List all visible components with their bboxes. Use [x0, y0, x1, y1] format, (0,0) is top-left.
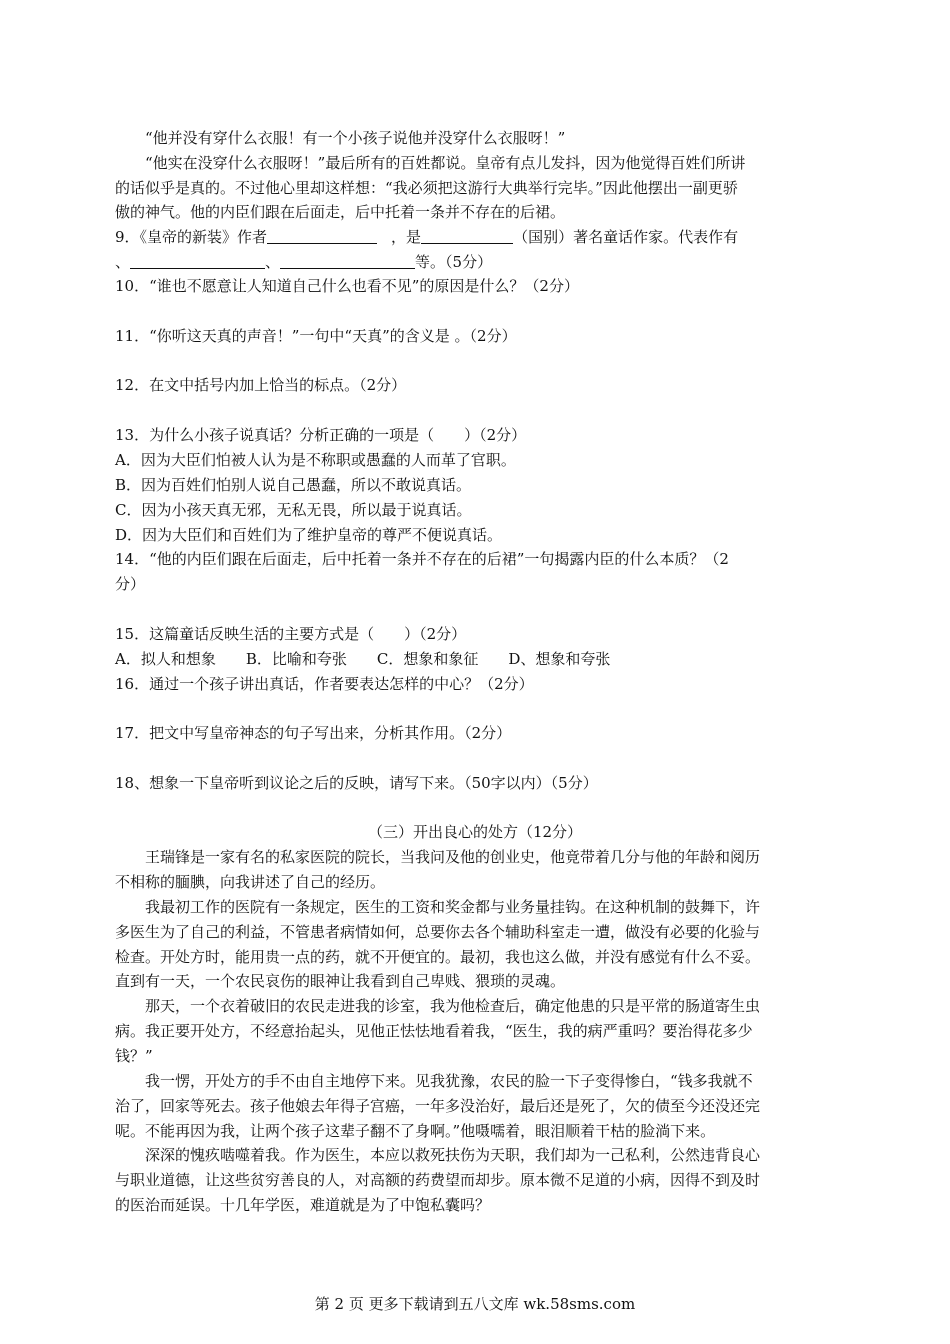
option-d: D．因为大臣们和百姓们为了维护皇帝的尊严不便说真话。 [115, 526, 503, 544]
passage-line: 傲的神气。他的内臣们跟在后面走，后中托着一条并不存在的后裙。 [115, 203, 566, 221]
option-b: B．因为百姓们怕别人说自己愚蠢，所以不敢说真话。 [115, 476, 472, 494]
passage-line: 不相称的腼腆，向我讲述了自己的经历。 [115, 873, 386, 891]
passage-line: 病。我正要开处方，不经意抬起头，见他正怯怯地看着我，“医生，我的病严重吗？要治得花多少 [115, 1022, 753, 1040]
passage-line: “他实在没穿什么衣服呀！”最后所有的百姓都说。皇帝有点儿发抖，因为他觉得百姓们所讲 [145, 154, 746, 172]
question-12: 12．在文中括号内加上恰当的标点。（2分） [115, 376, 407, 394]
question-11: 11．“你听这天真的声音！”一句中“天真”的含义是 。（2分） [115, 327, 517, 345]
passage-line: 钱？” [115, 1047, 153, 1065]
passage-line: 与职业道德，让这些贫穷善良的人，对高额的药费望而却步。原本微不足道的小病，因得不到及时 [115, 1171, 761, 1189]
option-c: C．因为小孩天真无邪，无私无畏，所以最于说真话。 [115, 501, 472, 519]
passage-line: 我一愣，开处方的手不由自主地停下来。见我犹豫，农民的脸一下子变得惨白，“钱多我就不 [145, 1072, 753, 1090]
passage-line: 我最初工作的医院有一条规定，医生的工资和奖金都与业务量挂钩。在这种机制的鼓舞下，许 [145, 898, 761, 916]
passage-line: 检查。开处方时，能用贵一点的药，就不开便宜的。最初，我也这么做，并没有感觉有什么不妥。 [115, 948, 761, 966]
passage-line: 直到有一天，一个农民哀伤的眼神让我看到自己卑贱、猥琐的灵魂。 [115, 972, 566, 990]
question-15: 15．这篇童话反映生活的主要方式是（ ）（2分） [115, 625, 467, 643]
passage-line: 多医生为了自己的利益，不管患者病情如何，总要你去各个辅助科室走一遭，做没有必要的化验与 [115, 923, 761, 941]
passage-line: “他并没有穿什么衣服！有一个小孩子说他并没穿什么衣服呀！” [145, 129, 566, 147]
question-17: 17．把文中写皇帝神态的句子写出来，分析其作用。（2分） [115, 724, 512, 742]
answer-blank[interactable] [280, 253, 415, 269]
passage-line: 呢。不能再因为我，让两个孩子这辈子翻不了身啊。”他嗫嚅着，眼泪顺着干枯的脸淌下来。 [115, 1122, 716, 1140]
question-14: 14．“他的内臣们跟在后面走，后中托着一条并不存在的后裙”一句揭露内臣的什么本质？（2 [115, 550, 729, 568]
passage-line: 那天，一个衣着破旧的农民走进我的诊室，我为他检查后，确定他患的只是平常的肠道寄生虫 [145, 997, 761, 1015]
section-title: （三）开出良心的处方（12分） [367, 823, 583, 841]
answer-blank[interactable] [267, 228, 377, 244]
question-16: 16．通过一个孩子讲出真话，作者要表达怎样的中心？（2分） [115, 675, 534, 693]
passage-line: 王瑞锋是一家有名的私家医院的院长，当我问及他的创业史，他竟带着几分与他的年龄和阅历 [145, 848, 761, 866]
answer-blank[interactable] [421, 228, 513, 244]
page-footer: 第 2 页 更多下载请到五八文库 wk.58sms.com [314, 1295, 636, 1313]
question-14-line2: 分） [115, 575, 146, 593]
question-15-options: A．拟人和想象 B．比喻和夸张 C．想象和象征 D、想象和夸张 [115, 650, 611, 668]
option-a: A．因为大臣们怕被人认为是不称职或愚蠢的人而革了官职。 [115, 451, 516, 469]
question-18: 18、想象一下皇帝听到议论之后的反映，请写下来。（50字以内）（5分） [115, 774, 598, 792]
passage-line: 深深的愧疚啮噬着我。作为医生，本应以救死扶伤为天职，我们却为一己私利，公然违背良心 [145, 1146, 761, 1164]
question-13: 13．为什么小孩子说真话？分析正确的一项是（ ）（2分） [115, 426, 527, 444]
question-9: 9．《皇帝的新装》作者 ，是 （国别）著名童话作家。代表作有 [115, 228, 739, 246]
question-9-line2: 、 、 等。（5分） [115, 253, 493, 271]
passage-line: 治了，回家等死去。孩子他娘去年得子宫癌，一年多没治好，最后还是死了，欠的债至今还没还完 [115, 1097, 761, 1115]
passage-line: 的话似乎是真的。不过他心里却这样想：“我必须把这游行大典举行完毕。”因此他摆出一副更骄 [115, 179, 738, 197]
answer-blank[interactable] [130, 253, 265, 269]
question-10: 10．“谁也不愿意让人知道自己什么也看不见”的原因是什么？（2分） [115, 277, 579, 295]
passage-line: 的医治而延误。十几年学医，难道就是为了中饱私囊吗？ [115, 1196, 491, 1214]
